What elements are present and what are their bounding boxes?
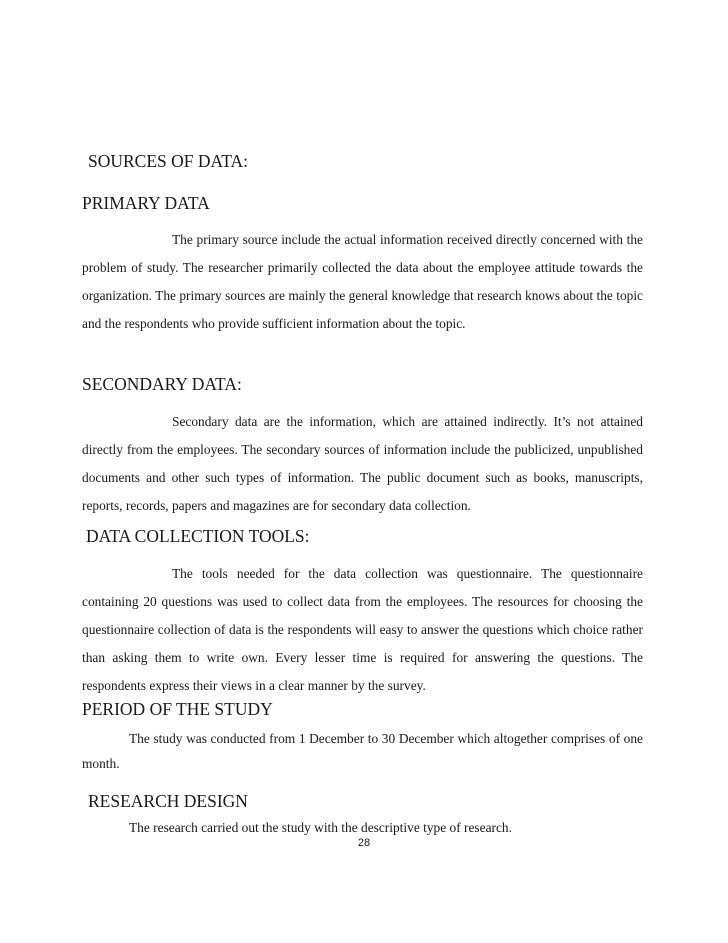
- data-collection-tools-paragraph: The tools needed for the data collection was questionnaire. The questionnaire containing 20 questions was used to collect data from the employees. The resources for choosing the questionnaire collection of data is the respondents will easy to answer the questions which choice rather than asking them to write own. Every lesser time is required for answering the questions. The respondents express their views in a clear manner by the survey.: [82, 566, 643, 693]
- research-design-heading: RESEARCH DESIGN: [88, 791, 248, 811]
- period-of-study-heading: PERIOD OF THE STUDY: [82, 699, 273, 719]
- primary-data-paragraph: The primary source include the actual information received directly concerned with the problem of study. The researcher primarily collected the data about the employee attitude towards the organization. The primary sources are mainly the general knowledge that research knows about the topic and the respondents who provide sufficient information about the topic.: [82, 232, 643, 331]
- period-of-study-paragraph: The study was conducted from 1 December to 30 December which altogether comprises of one month.: [82, 731, 643, 771]
- research-design-paragraph: The research carried out the study with the descriptive type of research.: [129, 820, 512, 835]
- sources-of-data-heading: SOURCES OF DATA:: [88, 151, 249, 171]
- page-number: 28: [357, 837, 371, 849]
- data-collection-tools-heading: DATA COLLECTION TOOLS:: [86, 526, 310, 546]
- secondary-data-paragraph: Secondary data are the information, which are attained indirectly. It’s not attained directly from the employees. The secondary sources of information include the publicized, unpublished documents and other such types of information. The public document such as books, manuscripts, reports, records, papers and magazines are for secondary data collection.: [82, 414, 643, 513]
- primary-data-heading: PRIMARY DATA: [82, 193, 210, 213]
- secondary-data-heading: SECONDARY DATA:: [82, 374, 242, 394]
